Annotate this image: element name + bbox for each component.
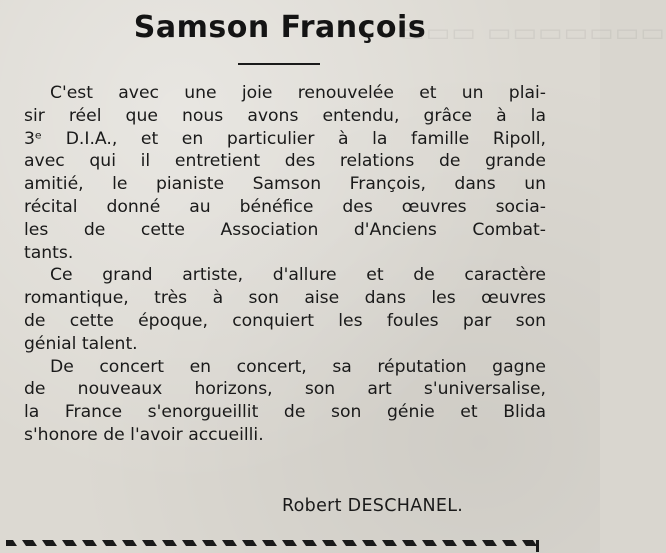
text-line: tants.: [24, 242, 74, 263]
text-line: de nouveaux horizons, son art s'universalise,: [24, 379, 546, 400]
article-body: [24, 82, 546, 447]
text-line: 3ᵉ D.I.A., et en particulier à la famille Ripoll,: [24, 128, 546, 149]
text-line: amitié, le pianiste Samson François, dans un: [24, 174, 546, 195]
text-line: génial talent.: [24, 333, 138, 354]
text-line: Ce grand artiste, d'allure et de caractère: [50, 265, 546, 286]
text-line: romantique, très à son aise dans les œuvres: [24, 288, 546, 309]
text-line: C'est avec une joie renouvelée et un plai-: [50, 83, 546, 103]
title-underline: [238, 63, 320, 65]
text-line: De concert en concert, sa réputation gagne: [50, 356, 546, 377]
text-line: sir réel que nous avons entendu, grâce à la: [24, 105, 546, 126]
text-line: de cette époque, conquiert les foules par son: [24, 310, 546, 331]
text-line: récital donné au bénéfice des œuvres socia-: [24, 196, 546, 217]
text-line: la France s'enorgueillit de son génie et Blida: [24, 402, 546, 423]
author-signature: Robert DESCHANEL.: [282, 496, 464, 516]
text-line: avec qui il entretient des relations de grande: [24, 151, 546, 172]
dashed-border: [0, 530, 600, 553]
text-line: les de cette Association d'Anciens Combat-: [24, 219, 546, 240]
bleed-through-text: ▭▭▭ ▭▭▭▭▭▭▭: [400, 18, 666, 48]
article-title: Samson François: [133, 10, 427, 45]
text-line: s'honore de l'avoir accueilli.: [24, 424, 264, 445]
